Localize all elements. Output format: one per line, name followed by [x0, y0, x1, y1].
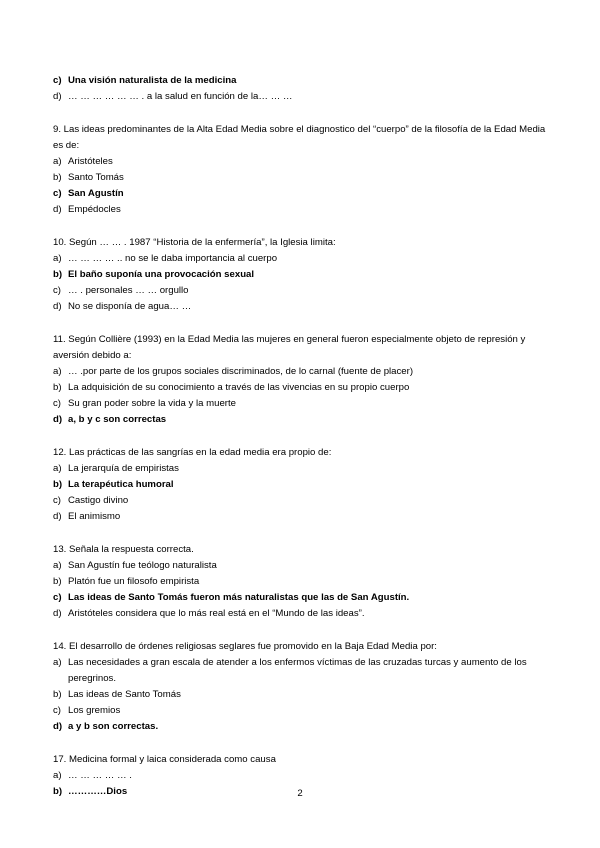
- answer-option: [53, 509, 548, 525]
- option-text: San Agustín: [68, 188, 124, 199]
- option-text-continuation: peregrinos.: [68, 673, 116, 684]
- page-number: 2: [297, 788, 303, 799]
- answer-option: [53, 299, 548, 315]
- option-label: d): [53, 511, 62, 522]
- option-label: d): [53, 414, 63, 425]
- intro-options: [53, 73, 548, 105]
- option-label: a): [53, 463, 62, 474]
- question-text: 11. Según Collière (1993) en la Edad Media las mujeres en general fueron especialmente objeto de represión y aversión debido a:: [53, 334, 526, 361]
- option-text: Santo Tomás: [68, 172, 124, 183]
- question-block: [53, 542, 548, 622]
- question-text: 17. Medicina formal y laica considerada como causa: [53, 754, 276, 765]
- option-label: a): [53, 156, 62, 167]
- answer-option: [53, 251, 548, 267]
- answer-option: [53, 202, 548, 218]
- answer-option: [53, 655, 548, 671]
- option-text: a, b y c son correctas: [68, 414, 167, 425]
- option-label: b): [53, 576, 62, 587]
- answer-option: [53, 267, 548, 283]
- option-text: Las ideas de Santo Tomás fueron más naturalistas que las de San Agustín.: [68, 592, 410, 603]
- answer-option: [53, 719, 548, 735]
- option-text: … … … … … .: [68, 770, 132, 781]
- option-text: San Agustín fue teólogo naturalista: [68, 560, 217, 571]
- option-label: a): [53, 770, 62, 781]
- option-text: Su gran poder sobre la vida y la muerte: [68, 398, 236, 409]
- option-text: Castigo divino: [68, 495, 129, 506]
- option-label: c): [53, 285, 61, 296]
- option-label: c): [53, 495, 61, 506]
- option-label: a): [53, 253, 62, 264]
- option-label: b): [53, 382, 62, 393]
- answer-option: [53, 477, 548, 493]
- question-block: [53, 639, 548, 735]
- document-content: [53, 73, 548, 800]
- answer-option: [53, 186, 548, 202]
- option-label: b): [53, 269, 63, 280]
- answer-option: [53, 73, 548, 89]
- option-text: La jerarquía de empiristas: [68, 463, 179, 474]
- answer-option: [53, 283, 548, 299]
- answer-option: [53, 606, 548, 622]
- option-text: … … … … … … . a la salud en función de la… … …: [68, 91, 293, 102]
- answer-option: [53, 380, 548, 396]
- option-text: Empédocles: [68, 204, 121, 215]
- option-label: b): [53, 786, 63, 797]
- answer-option: [53, 687, 548, 703]
- answer-option: [53, 703, 548, 719]
- question-block: [53, 332, 548, 428]
- answer-option: [53, 396, 548, 412]
- option-text: Platón fue un filosofo empirista: [68, 576, 200, 587]
- answer-option: [53, 412, 548, 428]
- option-label: a): [53, 560, 62, 571]
- option-text: Las ideas de Santo Tomás: [68, 689, 181, 700]
- answer-option: [53, 170, 548, 186]
- option-text: La terapéutica humoral: [68, 479, 174, 490]
- option-label: d): [53, 301, 62, 312]
- option-label: b): [53, 172, 62, 183]
- option-label: c): [53, 592, 62, 603]
- answer-option: [53, 768, 548, 784]
- option-label: c): [53, 705, 61, 716]
- answer-option: [53, 558, 548, 574]
- option-text: … … … … .. no se le daba importancia al cuerpo: [68, 253, 278, 264]
- answer-option: [53, 364, 548, 380]
- question-block: [53, 122, 548, 218]
- answer-option: [53, 89, 548, 105]
- option-label: d): [53, 91, 62, 102]
- answer-option: [53, 461, 548, 477]
- option-label: d): [53, 204, 62, 215]
- option-text: a y b son correctas.: [68, 721, 159, 732]
- option-label: c): [53, 188, 62, 199]
- option-label: d): [53, 721, 63, 732]
- answer-option: [53, 574, 548, 590]
- option-label: b): [53, 479, 63, 490]
- answer-option: [53, 590, 548, 606]
- question-text: 12. Las prácticas de las sangrías en la edad media era propio de:: [53, 447, 332, 458]
- option-text: El animismo: [68, 511, 121, 522]
- option-text: … .por parte de los grupos sociales discriminados, de lo carnal (fuente de placer): [68, 366, 414, 377]
- option-text: Los gremios: [68, 705, 121, 716]
- option-text: Aristóteles: [68, 156, 113, 167]
- question-block: [53, 445, 548, 525]
- option-label: c): [53, 75, 62, 86]
- option-text: …………Dios: [68, 786, 128, 797]
- question-text: 9. Las ideas predominantes de la Alta Edad Media sobre el diagnostico del “cuerpo” de la filosofía de la Edad Media es de:: [53, 124, 546, 151]
- option-text: … . personales … … orgullo: [68, 285, 189, 296]
- question-text: 13. Señala la respuesta correcta.: [53, 544, 194, 555]
- option-text: Una visión naturalista de la medicina: [68, 75, 237, 86]
- option-text: No se disponía de agua… …: [68, 301, 192, 312]
- option-label: b): [53, 689, 62, 700]
- option-label: a): [53, 366, 62, 377]
- option-text: Aristóteles considera que lo más real está en el “Mundo de las ideas”.: [68, 608, 365, 619]
- answer-option: [53, 493, 548, 509]
- question-text: 14. El desarrollo de órdenes religiosas seglares fue promovido en la Baja Edad Media por:: [53, 641, 437, 652]
- option-text: El baño suponía una provocación sexual: [68, 269, 255, 280]
- option-label: c): [53, 398, 61, 409]
- option-label: a): [53, 657, 62, 668]
- question-text: 10. Según … … . 1987 “Historia de la enfermería”, la Iglesia limita:: [53, 237, 336, 248]
- option-text: Las necesidades a gran escala de atender a los enfermos víctimas de las cruzadas turcas y aumento de los: [68, 657, 527, 668]
- option-label: d): [53, 608, 62, 619]
- answer-option: [53, 154, 548, 170]
- question-block: [53, 235, 548, 315]
- option-text: La adquisición de su conocimiento a través de las vivencias en su propio cuerpo: [68, 382, 410, 393]
